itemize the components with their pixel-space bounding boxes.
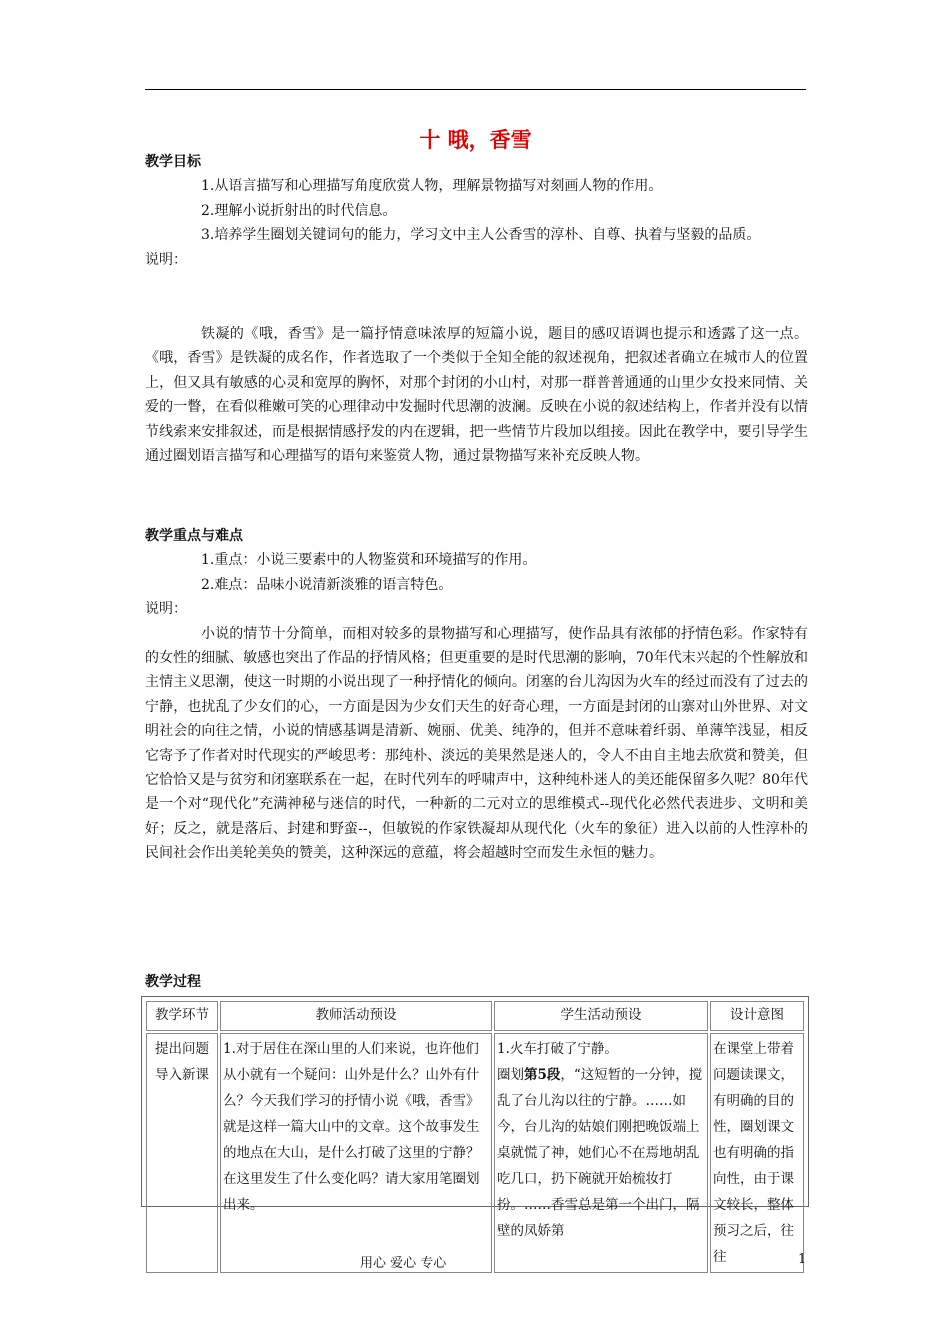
student-line — [497, 1062, 705, 1244]
column-header: 学生活动预设 — [494, 1001, 708, 1031]
student-text: 圈划 — [497, 1067, 524, 1083]
process-heading: 教学过程 — [145, 974, 201, 990]
stage-cell: 提出问题导入新课 — [146, 1033, 218, 1273]
goals-note — [145, 322, 808, 468]
keypoints-note-label: 说明： — [145, 601, 187, 618]
column-header: 教师活动预设 — [220, 1001, 492, 1031]
table-row — [146, 1033, 804, 1273]
intent-cell: 在课堂上带着问题读课文，有明确的目的性，圈划课文也有明确的指向性，由于课文较长，整体预习之后，往往 — [710, 1033, 804, 1273]
keypoint-item: 1.重点：小说三要素中的人物鉴赏和环境描写的作用。 — [201, 552, 537, 569]
goals-heading: 教学目标 — [145, 154, 201, 170]
goal-item: 1.从语言描写和心理描写角度欣赏人物，理解景物描写对刻画人物的作用。 — [201, 178, 663, 195]
table-header-row — [146, 1001, 804, 1031]
keypoints-note-text: 小说的情节十分简单，而相对较多的景物描写和心理描写，使作品具有浓郁的抒情色彩。作家特有的女性的细腻、敏感也突出了作品的抒情风格；但更重要的是时代思潮的影响，70年代末兴起的个性解放和主情主义思潮，使这一时期的小说出现了一种抒情化的倾向。闭塞的台儿沟因为火车的经过而没有了过去的宁静，也扰乱了少女们的心，一方面是因为少女们天生的好奇心理，一方面是封闭的山寨对山外世界、对文明社会的向往之情，小说的情感基调是清新、婉丽、优美、纯净的，但并不意味着纤弱、单薄竿浅显，相反它寄予了作者对时代现实的严峻思考：那纯朴、淡远的美果然是迷人的，令人不由自主地去欣赏和赞美，但它恰恰又是与贫穷和闭塞联系在一起，在时代列车的呼啸声中，这种纯朴迷人的美还能保留多久呢？80年代是一个对“现代化”充满神秘与迷信的时代，一种新的二元对立的思维模式--现代化必然代表进步、文明和美好；反之，就是落后、封建和野蛮--，但敏锐的作家铁凝却从现代化（火车的象征）进入以前的人性淳朴的民间社会作出美轮美奂的赞美，这种深远的意蕴，将会超越时空而发生永恒的魅力。 — [145, 625, 808, 862]
process-section — [145, 970, 808, 994]
keypoints-section — [145, 524, 808, 866]
column-header: 教学环节 — [146, 1001, 218, 1031]
goal-item: 3.培养学生圈划关键词句的能力，学习文中主人公香雪的淳朴、自尊、执着与坚毅的品质。 — [201, 227, 761, 244]
goals-section — [145, 150, 808, 272]
keypoint-item: 2.难点：品味小说清新淡雅的语言特色。 — [201, 576, 453, 593]
paragraph-ref: 第5段 — [524, 1067, 561, 1083]
goals-note-text: 铁凝的《哦，香雪》是一篇抒情意味浓厚的短篇小说，题目的感叹语调也提示和透露了这一点。《哦，香雪》是铁凝的成名作，作者选取了一个类似于全知全能的叙述视角，把叙述者确立在城市人的位置上，但又具有敏感的心灵和宽厚的胸怀，对那个封闭的小山村，对那一群普普通通的山里少女投来同情、关爱的一瞥，在看似稚嫩可笑的心理律动中发掘时代思潮的波澜。反映在小说的叙述结构上，作者并没有以情节线索来安排叙述，而是根据情感抒发的内在逻辑，把一些情节片段加以组接。因此在教学中，要引导学生通过圈划语言描写和心理描写的语句来鉴赏人物，通过景物描写来补充反映人物。 — [145, 326, 808, 465]
column-header: 设计意图 — [710, 1001, 804, 1031]
teacher-cell: 1.对于居住在深山里的人们来说，也许他们从小就有一个疑问：山外是什么？山外有什么？今天我们学习的抒情小说《哦，香雪》就是这样一篇大山中的文章。这个故事发生的地点在大山，是什么打破了这里的宁静？在这里发生了什么变化吗？请大家用笔圈划出来。 — [220, 1033, 492, 1273]
footer-slogan: 用心 爱心 专心 — [360, 1256, 447, 1271]
header-rule — [145, 89, 806, 90]
lesson-title: 十 哦，香雪 — [419, 127, 532, 152]
student-line: 1.火车打破了宁静。 — [497, 1041, 618, 1057]
goal-item: 2.理解小说折射出的时代信息。 — [201, 202, 397, 219]
student-cell — [494, 1033, 708, 1273]
goals-note-label: 说明： — [145, 251, 187, 268]
keypoints-heading: 教学重点与难点 — [145, 528, 243, 544]
page-number: 1 — [798, 1252, 807, 1267]
student-text: ，“这短暂的一分钟，搅乱了台儿沟以往的宁静。……如今，台儿沟的姑娘们刚把晚饭端上桌就慌了神，她们心不在焉地胡乱吃几口，扔下碗就开始梳妆打扮。……香雪总是第一个出门，隔壁的凤娇第 — [497, 1067, 703, 1239]
